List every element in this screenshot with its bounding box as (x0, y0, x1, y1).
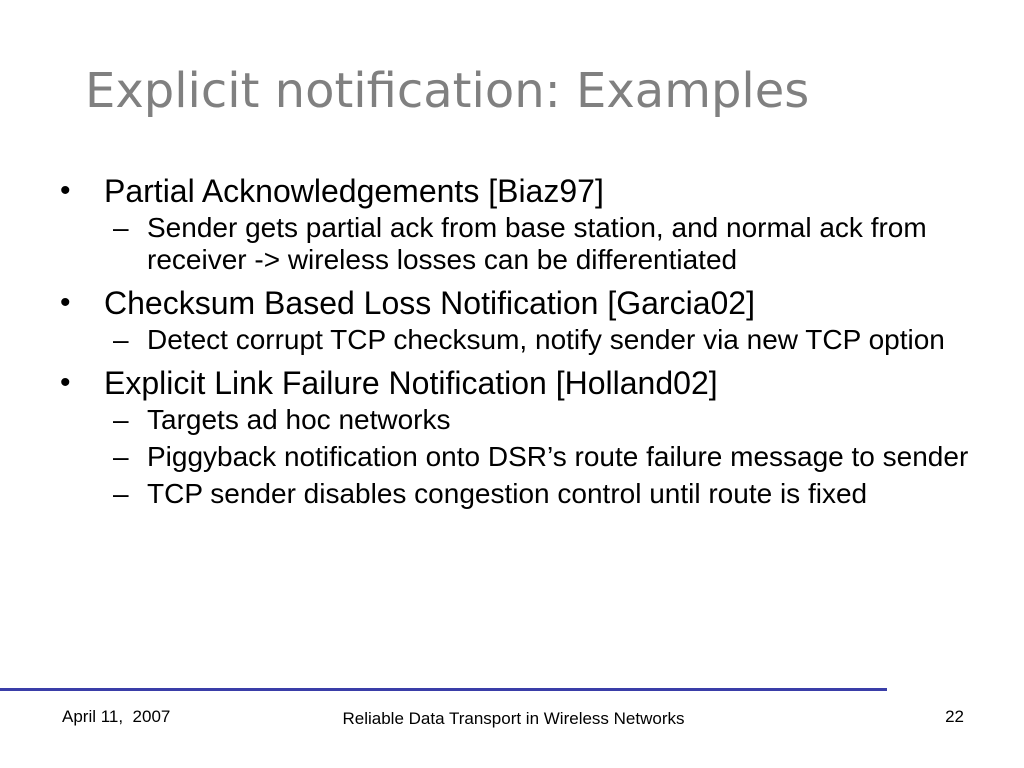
bullet-text: Checksum Based Loss Notification [Garcia02] (104, 285, 755, 321)
sub-bullet-item (60, 478, 970, 510)
sub-bullet-text: TCP sender disables congestion control until route is fixed (147, 478, 868, 509)
sub-bullet-marker: – (113, 478, 129, 509)
sub-bullet-text: Detect corrupt TCP checksum, notify sender via new TCP option (147, 324, 945, 355)
bullet-text: Partial Acknowledgements [Biaz97] (104, 173, 604, 209)
bullet-item (60, 172, 970, 210)
sub-bullet-marker: – (113, 441, 129, 472)
sub-bullet-list (60, 212, 970, 276)
sub-bullet-marker: – (113, 324, 129, 355)
bullet-item (60, 364, 970, 402)
bullet-list (60, 172, 970, 518)
slide-title: Explicit notification: Examples (85, 63, 810, 119)
bullet-marker: • (60, 174, 71, 207)
bullet-marker: • (60, 366, 71, 399)
bullet-marker: • (60, 286, 71, 319)
sub-bullet-list (60, 324, 970, 356)
footer-title: Reliable Data Transport in Wireless Networks (342, 709, 685, 728)
footer-divider (0, 688, 887, 691)
sub-bullet-text: Sender gets partial ack from base station, and normal ack from receiver -> wireless losses can be differentiated (147, 212, 927, 275)
sub-bullet-text: Targets ad hoc networks (147, 404, 451, 435)
sub-bullet-marker: – (113, 404, 129, 435)
sub-bullet-item (60, 324, 970, 356)
sub-bullet-item (60, 404, 970, 436)
bullet-text: Explicit Link Failure Notification [Holland02] (104, 365, 718, 401)
slide-number: 22 (945, 707, 964, 726)
sub-bullet-text: Piggyback notification onto DSR’s route failure message to sender (147, 441, 969, 472)
footer-date: April 11, 2007 (62, 707, 171, 726)
sub-bullet-list (60, 404, 970, 510)
sub-bullet-item (60, 212, 970, 276)
sub-bullet-item (60, 441, 970, 473)
bullet-item (60, 284, 970, 322)
sub-bullet-marker: – (113, 212, 129, 243)
